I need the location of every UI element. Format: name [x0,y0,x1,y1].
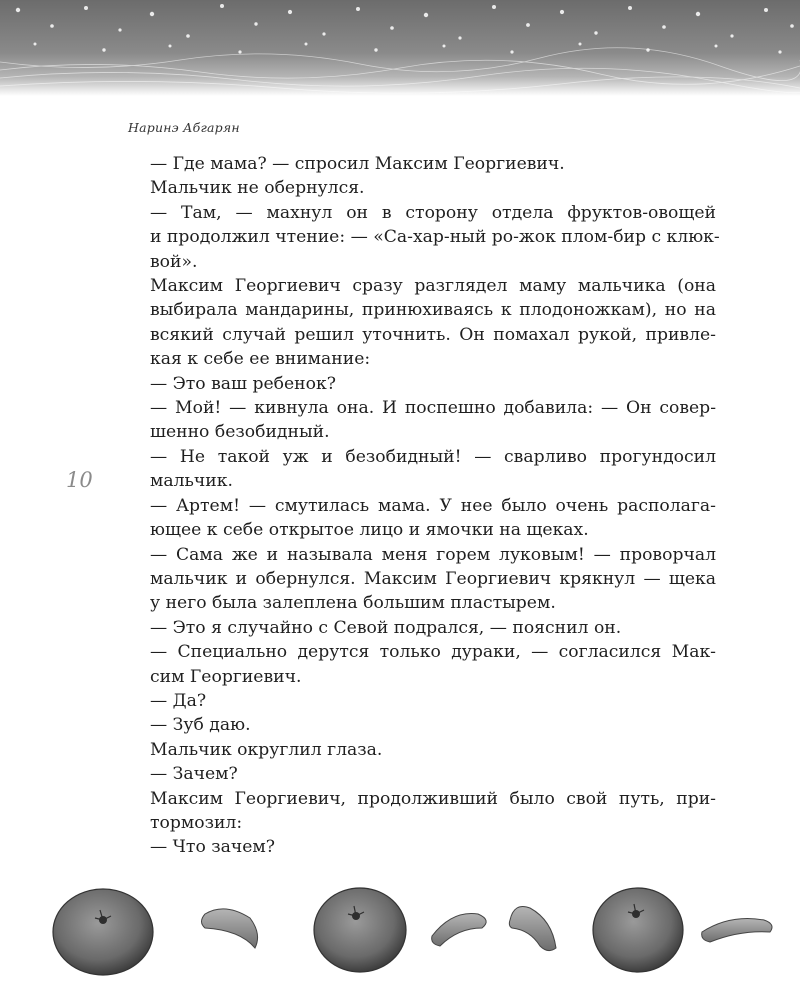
text-line: — Мой! — кивнула она. И поспешно добавила: — Он совер- [150,398,716,419]
text-line: Максим Георгиевич сразу разглядел маму мальчика (она [150,276,716,297]
text-line: — Где мама? — спросил Максим Георгиевич. [150,154,565,174]
tangerine-slice-icon [509,907,556,951]
text-line: Максим Георгиевич, продолживший было свой путь, при- [150,788,716,809]
running-header-author: Наринэ Абгарян [128,120,240,135]
tangerine-decor-strip [0,880,800,1000]
text-line: — Специально дерутся только дураки, — согласился Мак- [150,642,716,663]
text-line: — Сама же и называла меня горем луковым! — проворчал [150,544,716,565]
text-line: у него была залеплена большим пластырем. [150,593,556,614]
text-line: — Что зачем? [150,837,275,858]
tangerine-icon [593,888,683,972]
text-line: — Да? [150,690,207,711]
text-line: Мальчик не обернулся. [150,178,365,199]
tangerine-slice-icon [202,909,258,948]
text-line: тормозил: [150,812,243,833]
tangerine-slice-icon [702,919,772,943]
text-line: — Это ваш ребенок? [150,373,336,394]
page-number: 10 [66,468,93,492]
text-body [150,152,720,860]
text-line: Мальчик округлил глаза. [150,739,383,760]
text-line: вой». [150,251,198,272]
top-decorative-band [0,0,800,96]
text-line: шенно безобидный. [150,422,330,443]
snow-pattern-icon [0,0,800,96]
text-line: и продолжил чтение: — «Са-хар-ный ро-жок плом-бир с клюк- [150,227,720,248]
text-line: мальчик и обернулся. Максим Георгиевич крякнул — щека [150,568,716,589]
text-line: сим Георгиевич. [150,666,302,687]
text-line: выбирала мандарины, принюхиваясь к плодоножкам), но на [150,300,716,321]
text-line: — Это я случайно с Севой подрался, — пояснил он. [150,617,622,638]
text-line: кая к себе ее внимание: [150,349,371,370]
text-line: — Не такой уж и безобидный! — сварливо прогундосил [150,446,716,467]
tangerine-slice-icon [432,913,487,946]
text-line: — Зачем? [150,764,238,785]
text-line: всякий случай решил уточнить. Он помахал рукой, привле- [150,324,716,345]
text-line: ющее к себе открытое лицо и ямочки на щеках. [150,520,589,541]
text-line: — Зуб даю. [150,715,251,736]
tangerine-icon [314,888,406,972]
tangerine-icon [53,889,153,975]
text-line: — Артем! — смутилась мама. У нее было очень располага- [150,495,716,516]
text-line: мальчик. [150,471,233,492]
text-line: — Там, — махнул он в сторону отдела фруктов-овощей [150,202,716,223]
